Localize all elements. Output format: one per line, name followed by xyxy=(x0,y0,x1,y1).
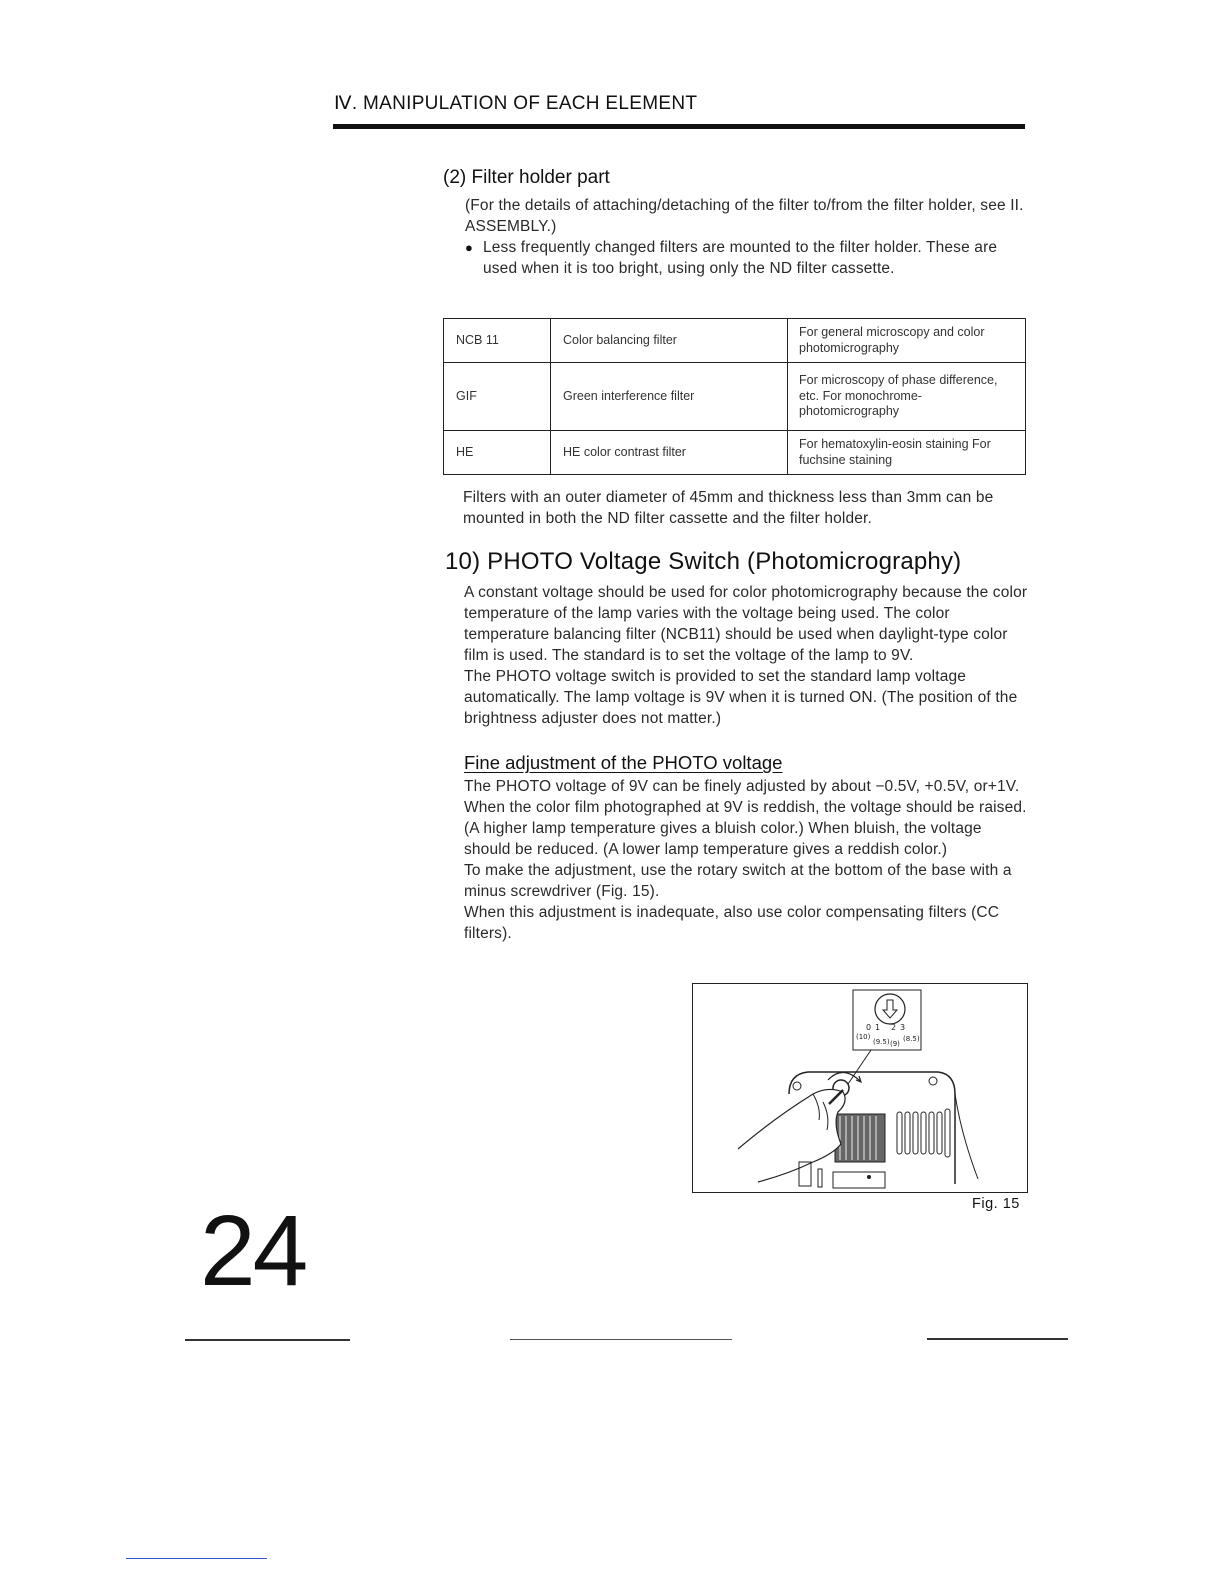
section-paragraph: A constant voltage should be used for color photomicrography because the color temperature of the lamp varies with the voltage being used. The color temperature balancing filter (NCB11) should be used when daylight-type color film is used. The standard is to set the voltage of the lamp to 9V. xyxy=(464,584,1028,664)
filter-size-note: Filters with an outer diameter of 45mm and thickness less than 3mm can be mounted in both the ND filter cassette and the filter holder. xyxy=(463,489,994,527)
footer-rule xyxy=(510,1339,732,1340)
section-paragraph: The PHOTO voltage switch is provided to set the standard lamp voltage automatically. The lamp voltage is 9V when it is turned ON. (The position of the brightness adjuster does not matter.) xyxy=(464,668,1018,727)
fine-paragraph: The PHOTO voltage of 9V can be finely adjusted by about −0.5V, +0.5V, or+1V. When the color film photographed at 9V is reddish, the voltage should be raised. (A higher lamp temperature gives a bluish color.) When bluish, the voltage should be reduced. (A lower lamp temperature gives a reddish color.) xyxy=(464,778,1027,858)
screw-icon xyxy=(793,1082,801,1090)
dial-number: 0 xyxy=(866,1023,872,1032)
label-plate xyxy=(835,1114,885,1162)
table-row xyxy=(444,431,1026,475)
fine-paragraph: When this adjustment is inadequate, also use color compensating filters (CC filters). xyxy=(464,904,1000,942)
footer-rule xyxy=(927,1338,1068,1340)
filter-code: HE xyxy=(444,431,551,475)
table-row xyxy=(444,319,1026,363)
screw-icon xyxy=(929,1077,937,1085)
bullet-text: Less frequently changed filters are mounted to the filter holder. These are used when it is too bright, using only the ND filter cassette. xyxy=(483,239,998,277)
vent-slots xyxy=(897,1109,950,1157)
section-body xyxy=(464,582,1028,729)
page-number: 24 xyxy=(200,1195,306,1307)
base-foot-dot xyxy=(867,1175,871,1179)
base-foot xyxy=(833,1172,885,1188)
dial-number: 3 xyxy=(900,1023,906,1032)
section-heading: 10) PHOTO Voltage Switch (Photomicrography) xyxy=(445,548,962,575)
base-edge xyxy=(955,1094,978,1179)
dial-label: (9) xyxy=(890,1040,900,1048)
fine-adjustment-body xyxy=(464,776,1028,944)
filter-holder-intro: (For the details of attaching/detaching of the filter to/from the filter holder, see II. ASSEMBLY.) xyxy=(465,197,1024,235)
filter-code: GIF xyxy=(444,363,551,431)
filter-name: Color balancing filter xyxy=(551,319,788,363)
figure-15 xyxy=(692,983,1028,1193)
dial-icon xyxy=(875,994,905,1024)
base-part xyxy=(818,1169,822,1187)
link-underline xyxy=(126,1558,267,1559)
filter-name: Green interference filter xyxy=(551,363,788,431)
filter-code: NCB 11 xyxy=(444,319,551,363)
filter-name: HE color contrast filter xyxy=(551,431,788,475)
dial-number: 2 xyxy=(891,1023,897,1032)
filter-holder-bullet xyxy=(465,237,1025,279)
footer-rule xyxy=(185,1339,350,1341)
arrow-down-icon xyxy=(883,1000,897,1018)
dial-number: 1 xyxy=(875,1023,881,1032)
figure-caption: Fig. 15 xyxy=(972,1196,1020,1212)
filter-holder-heading: (2) Filter holder part xyxy=(443,167,610,188)
filter-table xyxy=(443,318,1026,475)
filter-use: For hematoxylin-eosin staining For fuchsine staining xyxy=(788,431,1026,475)
table-row xyxy=(444,363,1026,431)
dial-label: (8.5) xyxy=(903,1035,920,1043)
dial-label: (9.5) xyxy=(873,1038,890,1046)
filter-use: For general microscopy and color photomicrography xyxy=(788,319,1026,363)
fine-adjustment-heading: Fine adjustment of the PHOTO voltage xyxy=(464,752,783,773)
header-rule xyxy=(333,124,1025,129)
fine-paragraph: To make the adjustment, use the rotary switch at the bottom of the base with a minus screwdriver (Fig. 15). xyxy=(464,862,1012,900)
rotary-switch-illustration xyxy=(693,984,1026,1191)
dial-label: (10) xyxy=(856,1033,871,1041)
filter-use: For microscopy of phase difference, etc. For monochrome-photomicrography xyxy=(788,363,1026,431)
bullet-icon: ● xyxy=(465,240,474,255)
header-title: Ⅳ. MANIPULATION OF EACH ELEMENT xyxy=(334,93,698,114)
